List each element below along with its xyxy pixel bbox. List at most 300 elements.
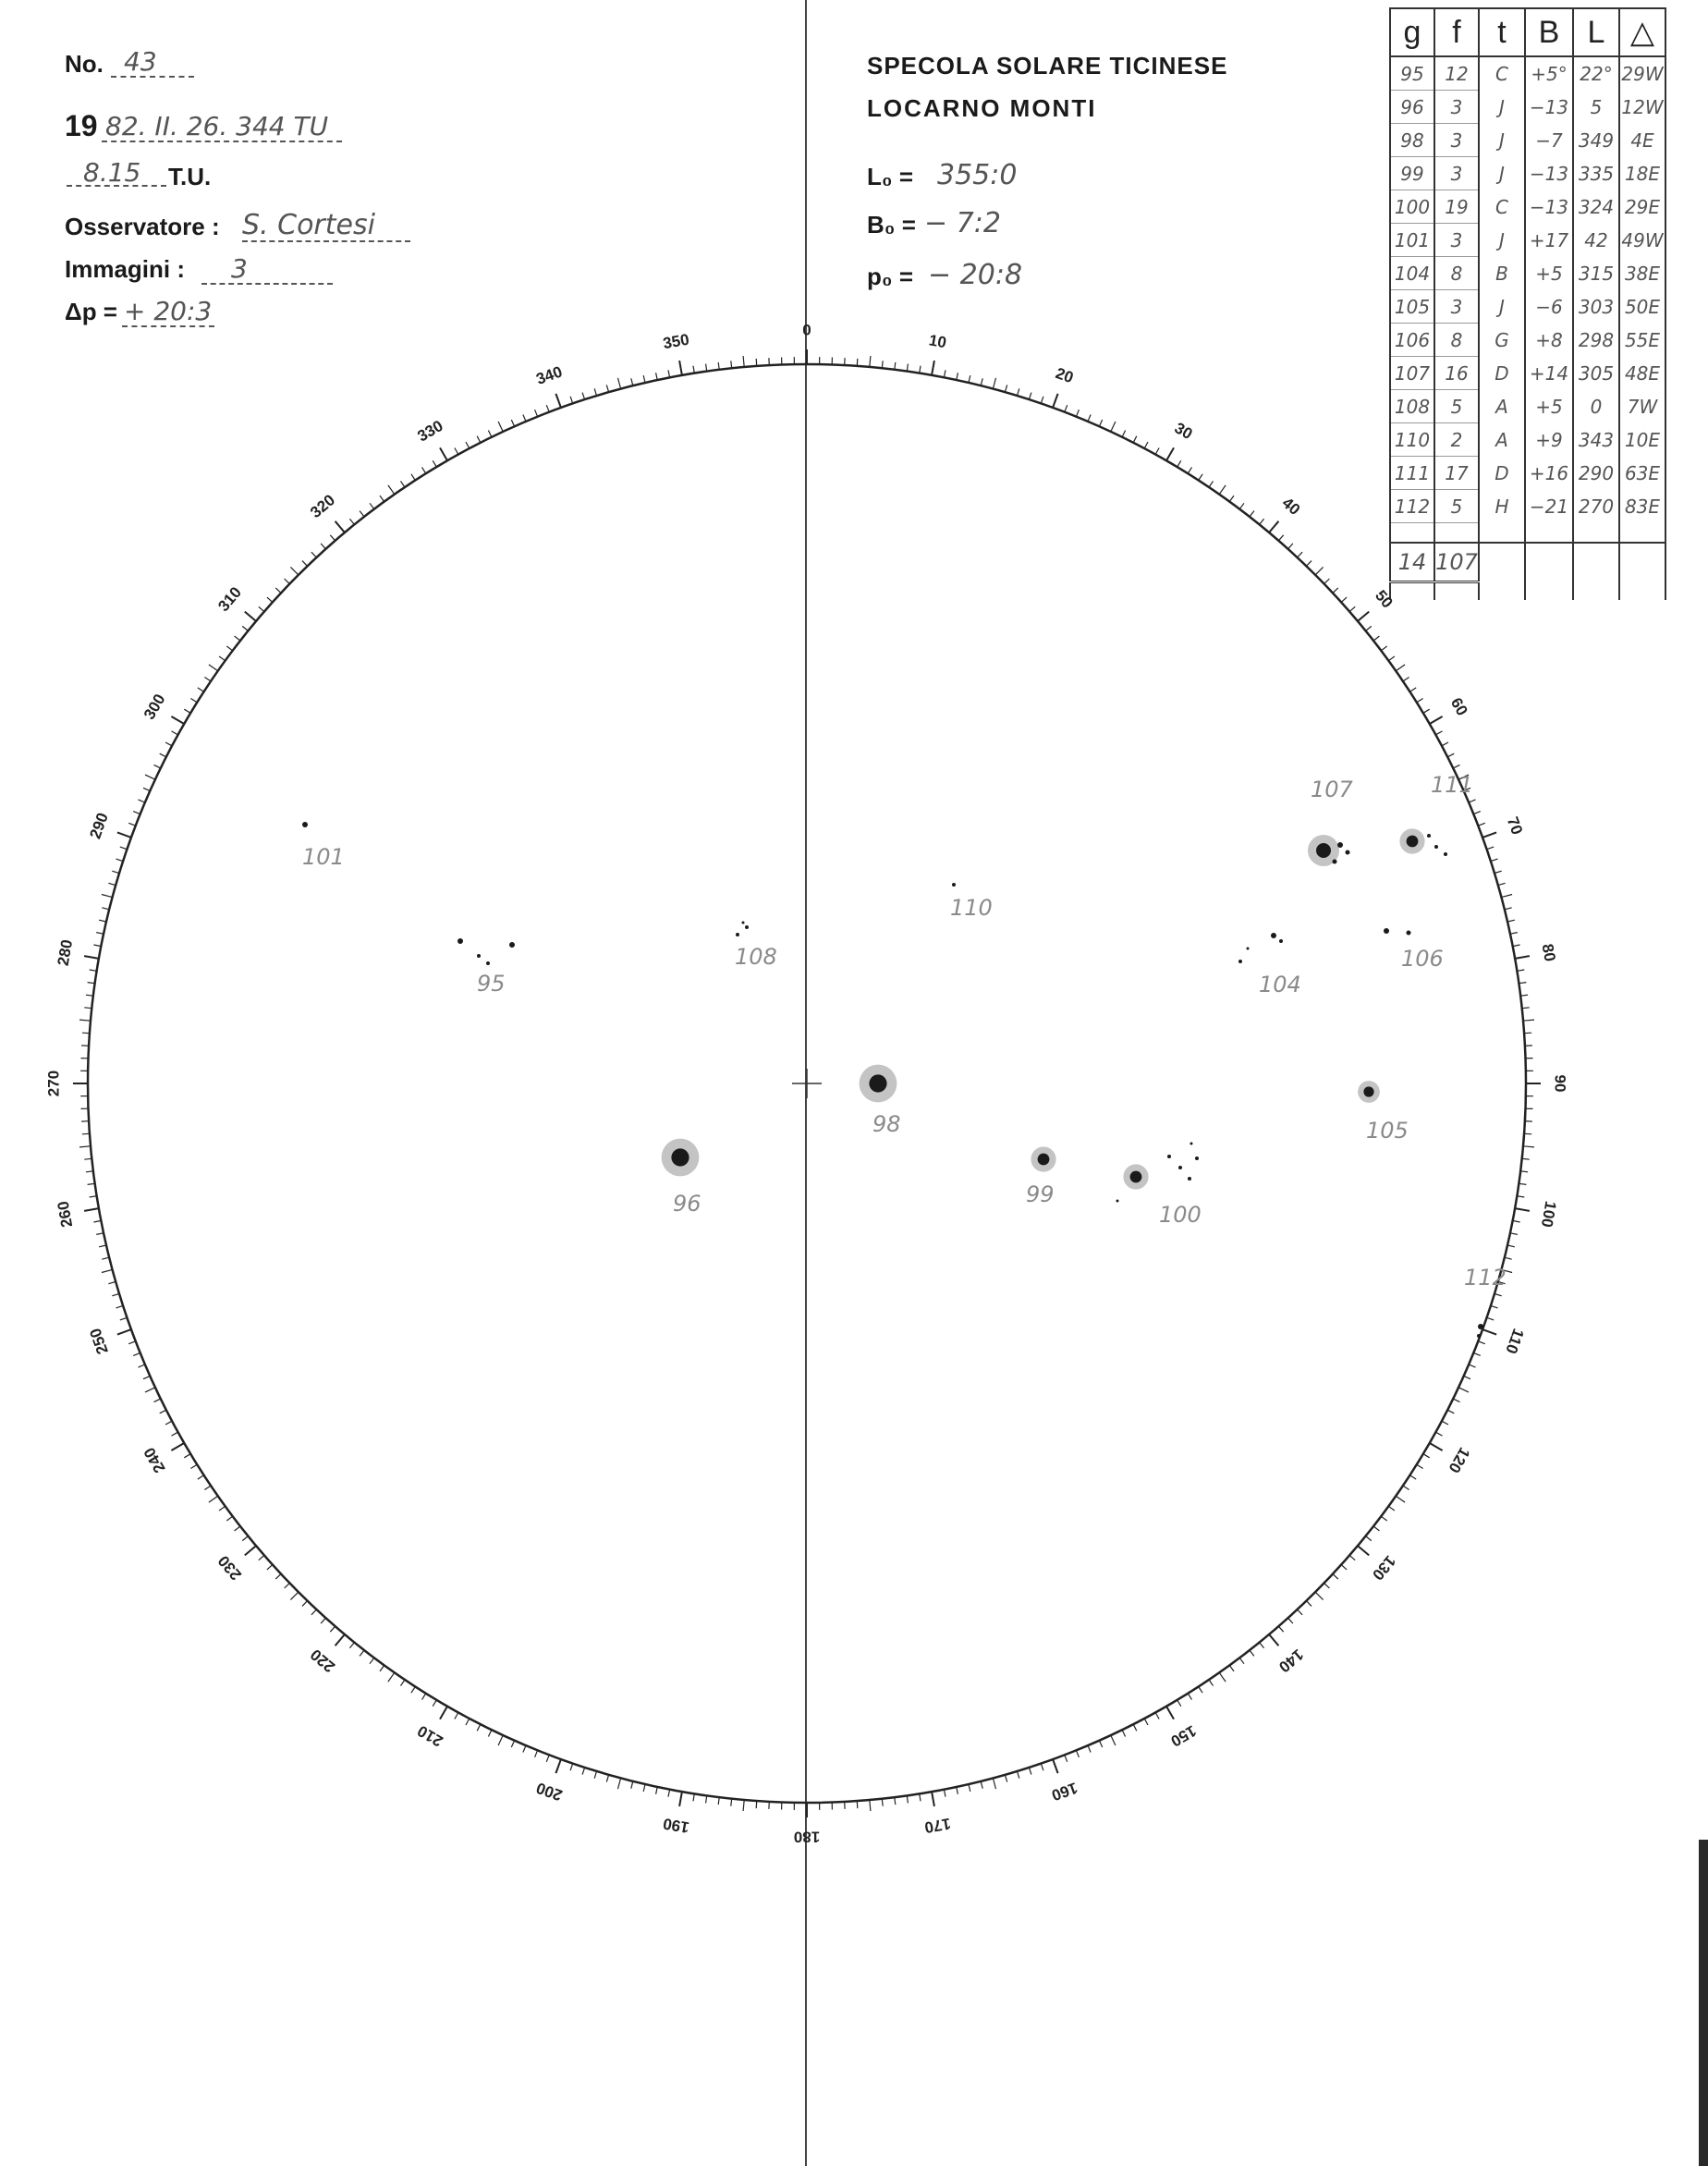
limb-tick <box>88 983 95 984</box>
limb-tick <box>993 378 995 389</box>
sunspot-umbra <box>1167 1155 1171 1158</box>
limb-tick <box>1188 1694 1191 1700</box>
limb-tick <box>112 1294 119 1296</box>
cell-L: 335 <box>1573 157 1619 190</box>
limb-tick <box>1144 442 1148 448</box>
limb-tick <box>535 1750 538 1757</box>
limb-tick <box>1482 832 1496 838</box>
limb-tick <box>290 567 299 575</box>
sunspot-umbra <box>1346 850 1350 855</box>
cell-f: 17 <box>1434 457 1479 490</box>
limb-tick <box>1510 1233 1518 1235</box>
limb-tick <box>1288 1618 1293 1623</box>
limb-tick <box>1065 405 1068 412</box>
limb-tick <box>1524 1033 1531 1034</box>
limb-tick <box>1166 1707 1174 1719</box>
limb-tick <box>1324 579 1330 584</box>
limb-tick <box>117 832 131 838</box>
sunspot-umbra <box>1384 928 1389 934</box>
limb-tick <box>128 823 136 826</box>
cell-g: 95 <box>1390 56 1434 91</box>
sunspot-umbra <box>1407 931 1411 936</box>
limb-tick <box>1358 612 1369 621</box>
limb-tick <box>330 1626 335 1632</box>
cell-delta: 48E <box>1619 357 1665 390</box>
cell-g: 104 <box>1390 257 1434 290</box>
sunspot-group-101 <box>302 822 345 870</box>
limb-tick <box>1219 1672 1226 1682</box>
limb-tick <box>643 375 645 383</box>
limb-tick <box>1464 1376 1470 1378</box>
sunspot-umbra <box>745 925 749 929</box>
sunspot-umbra <box>1407 836 1419 848</box>
limb-tick <box>93 945 101 947</box>
limb-tick <box>631 1781 633 1789</box>
institute-line2: LOCARNO MONTI <box>867 94 1097 122</box>
limb-tick <box>133 1352 140 1355</box>
limb-tick <box>165 742 172 746</box>
sunspot-umbra <box>1434 845 1438 849</box>
limb-tick <box>466 442 470 448</box>
sunspot-umbra <box>1038 1154 1050 1166</box>
scale-label: 170 <box>922 1814 953 1837</box>
limb-tick <box>895 362 896 370</box>
limb-tick <box>1442 742 1448 746</box>
limb-tick <box>693 366 694 373</box>
scale-label: 50 <box>1372 586 1397 612</box>
limb-tick <box>523 1745 526 1752</box>
sunspot-group-label: 100 <box>1159 1202 1202 1228</box>
limb-tick <box>411 474 415 481</box>
limb-tick <box>190 1464 197 1468</box>
scale-label: 40 <box>1278 494 1304 519</box>
limb-tick <box>171 716 184 724</box>
sunspot-umbra <box>477 954 481 958</box>
total-f: 107 <box>1434 543 1479 582</box>
sunspot-group-label: 95 <box>477 971 506 997</box>
limb-tick <box>907 1795 908 1803</box>
cell-t: B <box>1479 257 1525 290</box>
limb-tick <box>1447 753 1454 757</box>
limb-tick <box>349 519 354 524</box>
sunspot-umbra <box>1178 1166 1182 1169</box>
limb-tick <box>1469 800 1475 802</box>
limb-tick <box>1229 1665 1234 1671</box>
limb-tick <box>1487 847 1494 850</box>
cell-L: 290 <box>1573 457 1619 490</box>
limb-tick <box>116 859 124 862</box>
limb-tick <box>679 1792 682 1806</box>
limb-tick <box>311 1609 317 1615</box>
sunspot-umbra <box>1477 1334 1481 1338</box>
cell-B: −13 <box>1525 91 1573 124</box>
limb-tick <box>455 1713 458 1719</box>
scale-label: 250 <box>86 1326 112 1357</box>
limb-tick <box>466 1719 470 1725</box>
limb-tick <box>99 1245 106 1247</box>
limb-tick <box>198 1475 204 1479</box>
limb-tick <box>433 460 436 467</box>
limb-tick <box>145 1388 155 1392</box>
limb-tick <box>79 1146 91 1147</box>
limb-tick <box>86 995 93 996</box>
limb-tick <box>668 370 670 377</box>
limb-tick <box>1188 467 1191 473</box>
sunspot-group-label: 108 <box>735 944 777 970</box>
cell-B: −21 <box>1525 490 1573 523</box>
limb-tick <box>84 956 99 959</box>
limb-tick <box>1417 699 1423 703</box>
cell-t: J <box>1479 290 1525 324</box>
limb-tick <box>160 1410 166 1413</box>
limb-tick <box>1388 1506 1395 1511</box>
limb-tick <box>1029 393 1031 400</box>
limb-tick <box>957 1787 958 1794</box>
limb-tick <box>1494 1294 1502 1296</box>
cell-g: 96 <box>1390 91 1434 124</box>
limb-tick <box>1502 895 1513 898</box>
cell-t: J <box>1479 124 1525 157</box>
limb-tick <box>172 731 178 735</box>
limb-tick <box>226 646 232 651</box>
limb-tick <box>546 1755 549 1762</box>
cell-t: C <box>1479 56 1525 91</box>
limb-tick <box>321 1618 325 1623</box>
cell-t: J <box>1479 91 1525 124</box>
limb-tick <box>1523 1020 1534 1021</box>
cell-B: −7 <box>1525 124 1573 157</box>
limb-tick <box>82 1033 90 1034</box>
cell-L: 349 <box>1573 124 1619 157</box>
scale-label: 270 <box>44 1070 63 1097</box>
cell-L: 5 <box>1573 91 1619 124</box>
cell-g: 112 <box>1390 490 1434 523</box>
images-value: 3 <box>231 253 248 284</box>
cell-delta: 29W <box>1619 56 1665 91</box>
limb-tick <box>245 612 256 621</box>
limb-tick <box>209 1496 218 1502</box>
limb-tick <box>969 1784 970 1792</box>
limb-tick <box>440 447 447 460</box>
limb-tick <box>259 606 264 611</box>
limb-tick <box>1519 983 1526 984</box>
sunspot-group-100 <box>1116 1143 1202 1229</box>
limb-tick <box>349 1643 354 1648</box>
limb-tick <box>88 1183 95 1184</box>
limb-tick <box>120 1317 128 1320</box>
limb-tick <box>116 1305 124 1308</box>
cell-f: 3 <box>1434 224 1479 257</box>
limb-tick <box>1478 1341 1485 1344</box>
limb-tick <box>1410 1475 1417 1479</box>
limb-tick <box>1199 474 1202 481</box>
scale-label: 340 <box>533 362 565 388</box>
sunspot-umbra <box>1238 960 1242 963</box>
cell-f: 5 <box>1434 390 1479 423</box>
limb-tick <box>285 1583 290 1588</box>
scale-label: 0 <box>802 321 811 339</box>
limb-tick <box>1177 1700 1181 1707</box>
time-value: 8.15 <box>83 157 141 188</box>
limb-tick <box>1111 1735 1116 1745</box>
limb-tick <box>1366 626 1372 630</box>
cell-delta: 29E <box>1619 190 1665 224</box>
cell-t: H <box>1479 490 1525 523</box>
limb-tick <box>117 1329 131 1335</box>
limb-tick <box>1458 1388 1469 1392</box>
limb-tick <box>128 1341 136 1344</box>
limb-tick <box>1229 496 1234 502</box>
limb-tick <box>1513 945 1520 947</box>
sunspot-umbra <box>1316 843 1331 858</box>
limb-tick <box>433 1700 436 1707</box>
sunspot-group-111 <box>1399 772 1472 856</box>
limb-tick <box>1403 678 1409 681</box>
p0-label: p₀ = <box>867 263 914 290</box>
limb-tick <box>870 1800 871 1811</box>
limb-tick <box>488 431 492 437</box>
limb-tick <box>311 552 317 557</box>
limb-tick <box>1396 1496 1405 1502</box>
cell-delta: 49W <box>1619 224 1665 257</box>
limb-tick <box>1491 1305 1498 1308</box>
limb-tick <box>1473 812 1481 814</box>
cell-t: A <box>1479 423 1525 457</box>
limb-tick <box>920 366 921 373</box>
limb-tick <box>743 356 744 367</box>
scale-label: 230 <box>214 1551 246 1584</box>
limb-tick <box>511 1741 514 1747</box>
limb-tick <box>957 373 958 380</box>
L0-label: L₀ = <box>867 163 914 190</box>
limb-tick <box>120 847 128 850</box>
limb-tick <box>84 1208 99 1211</box>
cell-g: 107 <box>1390 357 1434 390</box>
scale-label: 80 <box>1538 942 1559 963</box>
observer-label: Osservatore : <box>65 213 220 240</box>
limb-tick <box>360 511 364 517</box>
cell-f: 8 <box>1434 257 1479 290</box>
cell-f: 16 <box>1434 357 1479 390</box>
limb-tick <box>190 699 197 703</box>
no-label: No. <box>65 50 104 78</box>
cell-B: +9 <box>1525 423 1573 457</box>
limb-tick <box>1349 1555 1355 1560</box>
limb-tick <box>1341 1565 1347 1570</box>
limb-tick <box>1133 436 1137 443</box>
sunspot-groups <box>302 772 1507 1338</box>
limb-tick <box>1288 544 1293 549</box>
limb-tick <box>582 393 585 400</box>
limb-tick <box>693 1793 694 1801</box>
limb-tick <box>1166 447 1174 460</box>
limb-tick <box>1453 1399 1459 1402</box>
limb-tick <box>594 1771 596 1779</box>
cell-f: 3 <box>1434 290 1479 324</box>
limb-tick <box>1423 709 1430 713</box>
B0-label: B₀ = <box>867 211 916 239</box>
limb-tick <box>706 1795 707 1803</box>
limb-tick <box>1269 521 1278 532</box>
limb-tick <box>1333 1574 1338 1580</box>
limb-tick <box>302 1601 308 1607</box>
no-value: 43 <box>124 46 157 77</box>
limb-tick <box>1315 1592 1324 1600</box>
cell-g: 99 <box>1390 157 1434 190</box>
limb-tick <box>606 1775 608 1782</box>
limb-tick <box>235 636 240 641</box>
limb-tick <box>108 1281 116 1283</box>
cell-B: +14 <box>1525 357 1573 390</box>
sunspot-group-label: 110 <box>950 895 993 921</box>
limb-tick <box>1041 1764 1043 1771</box>
cell-t: D <box>1479 457 1525 490</box>
sunspot-group-110 <box>950 883 993 921</box>
scale-label: 310 <box>214 583 246 616</box>
limb-tick <box>1199 1687 1202 1694</box>
sunspot-group-label: 112 <box>1464 1265 1507 1291</box>
limb-tick <box>1155 1713 1159 1719</box>
limb-tick <box>86 1171 93 1172</box>
limb-tick <box>920 1793 921 1801</box>
limb-tick <box>143 1376 150 1378</box>
cell-L: 303 <box>1573 290 1619 324</box>
scale-label: 150 <box>1167 1721 1200 1751</box>
limb-tick <box>380 1665 384 1671</box>
limb-tick <box>267 597 273 602</box>
limb-tick <box>145 775 155 779</box>
limb-tick <box>302 561 308 567</box>
limb-tick <box>330 535 335 541</box>
header-L: L <box>1573 8 1619 56</box>
limb-tick <box>1209 1680 1213 1686</box>
limb-tick <box>154 1399 161 1402</box>
limb-tick <box>401 1680 405 1686</box>
cell-B: +8 <box>1525 324 1573 357</box>
limb-tick <box>1517 970 1524 971</box>
cell-delta: 55E <box>1619 324 1665 357</box>
limb-tick <box>1505 908 1512 910</box>
limb-tick <box>242 1536 248 1541</box>
limb-tick <box>1099 1741 1102 1747</box>
sunspot-umbra <box>509 942 515 948</box>
cell-L: 305 <box>1573 357 1619 390</box>
limb-tick <box>1269 1634 1278 1646</box>
sunspot-umbra <box>302 822 308 827</box>
limb-tick <box>1088 1745 1091 1752</box>
limb-tick <box>1515 1208 1530 1211</box>
scale-label: 200 <box>533 1779 565 1805</box>
limb-tick <box>1436 1432 1443 1436</box>
limb-tick <box>160 753 166 757</box>
scale-label: 140 <box>1275 1645 1307 1676</box>
sunspot-umbra <box>1130 1171 1142 1183</box>
limb-tick <box>1239 503 1244 508</box>
limb-tick <box>1219 485 1226 495</box>
scale-label: 60 <box>1446 694 1471 719</box>
limb-tick <box>102 1269 113 1272</box>
cell-delta: 38E <box>1619 257 1665 290</box>
limb-tick <box>321 544 325 549</box>
cell-delta: 50E <box>1619 290 1665 324</box>
L0-value: 355:0 <box>937 159 1018 191</box>
limb-tick <box>1076 410 1079 417</box>
limb-tick <box>1442 1421 1448 1425</box>
cell-f: 3 <box>1434 124 1479 157</box>
limb-tick <box>1520 995 1528 996</box>
scale-label: 20 <box>1053 363 1076 387</box>
cell-B: +17 <box>1525 224 1573 257</box>
limb-tick <box>133 812 140 814</box>
sunspot-group-99 <box>1026 1146 1056 1207</box>
limb-tick <box>154 765 161 768</box>
limb-tick <box>1436 731 1443 735</box>
cell-f: 8 <box>1434 324 1479 357</box>
sunspot-group-label: 111 <box>1431 772 1473 798</box>
limb-tick <box>857 1801 858 1808</box>
scale-label: 280 <box>54 937 77 968</box>
sunspot-group-label: 96 <box>673 1191 702 1217</box>
limb-tick <box>102 1257 109 1259</box>
cell-t: J <box>1479 157 1525 190</box>
sunspot-group-104 <box>1238 933 1301 997</box>
sunspot-group-108 <box>735 922 777 971</box>
limb-tick <box>870 356 871 367</box>
limb-tick <box>570 397 573 404</box>
limb-tick <box>165 1421 172 1425</box>
limb-tick <box>1473 1352 1481 1355</box>
scale-label: 300 <box>140 691 169 723</box>
limb-tick <box>981 1781 982 1789</box>
limb-tick <box>1513 1220 1520 1222</box>
limb-tick <box>944 1790 946 1797</box>
scale-label: 30 <box>1171 419 1196 444</box>
limb-tick <box>1177 460 1181 467</box>
limb-tick <box>1005 385 1006 392</box>
limb-tick <box>1523 1146 1534 1147</box>
limb-tick <box>679 361 682 375</box>
sunspot-group-95 <box>458 938 515 997</box>
limb-tick <box>1278 1626 1283 1632</box>
limb-tick <box>219 656 226 661</box>
sunspot-group-label: 98 <box>872 1111 901 1137</box>
limb-tick <box>1099 420 1102 426</box>
limb-tick <box>511 420 514 426</box>
limb-tick <box>422 467 426 473</box>
limb-tick <box>1076 1750 1079 1757</box>
limb-tick <box>82 1133 90 1134</box>
cell-delta: 4E <box>1619 124 1665 157</box>
limb-tick <box>643 1784 645 1792</box>
limb-tick <box>981 378 982 385</box>
limb-tick <box>1018 388 1019 396</box>
limb-tick <box>1410 688 1417 691</box>
limb-tick <box>1341 597 1347 602</box>
limb-tick <box>1065 1755 1068 1762</box>
limb-tick <box>907 364 908 372</box>
sunspot-umbra <box>1478 1324 1483 1329</box>
limb-tick <box>1430 1443 1443 1450</box>
limb-tick <box>370 503 374 508</box>
cell-delta: 83E <box>1619 490 1665 523</box>
cell-delta: 18E <box>1619 157 1665 190</box>
limb-tick <box>204 1486 211 1489</box>
sunspot-umbra <box>1333 860 1337 864</box>
limb-tick <box>1122 431 1126 437</box>
cell-f: 19 <box>1434 190 1479 224</box>
sunspot-umbra <box>742 922 745 924</box>
limb-tick <box>618 1779 621 1790</box>
